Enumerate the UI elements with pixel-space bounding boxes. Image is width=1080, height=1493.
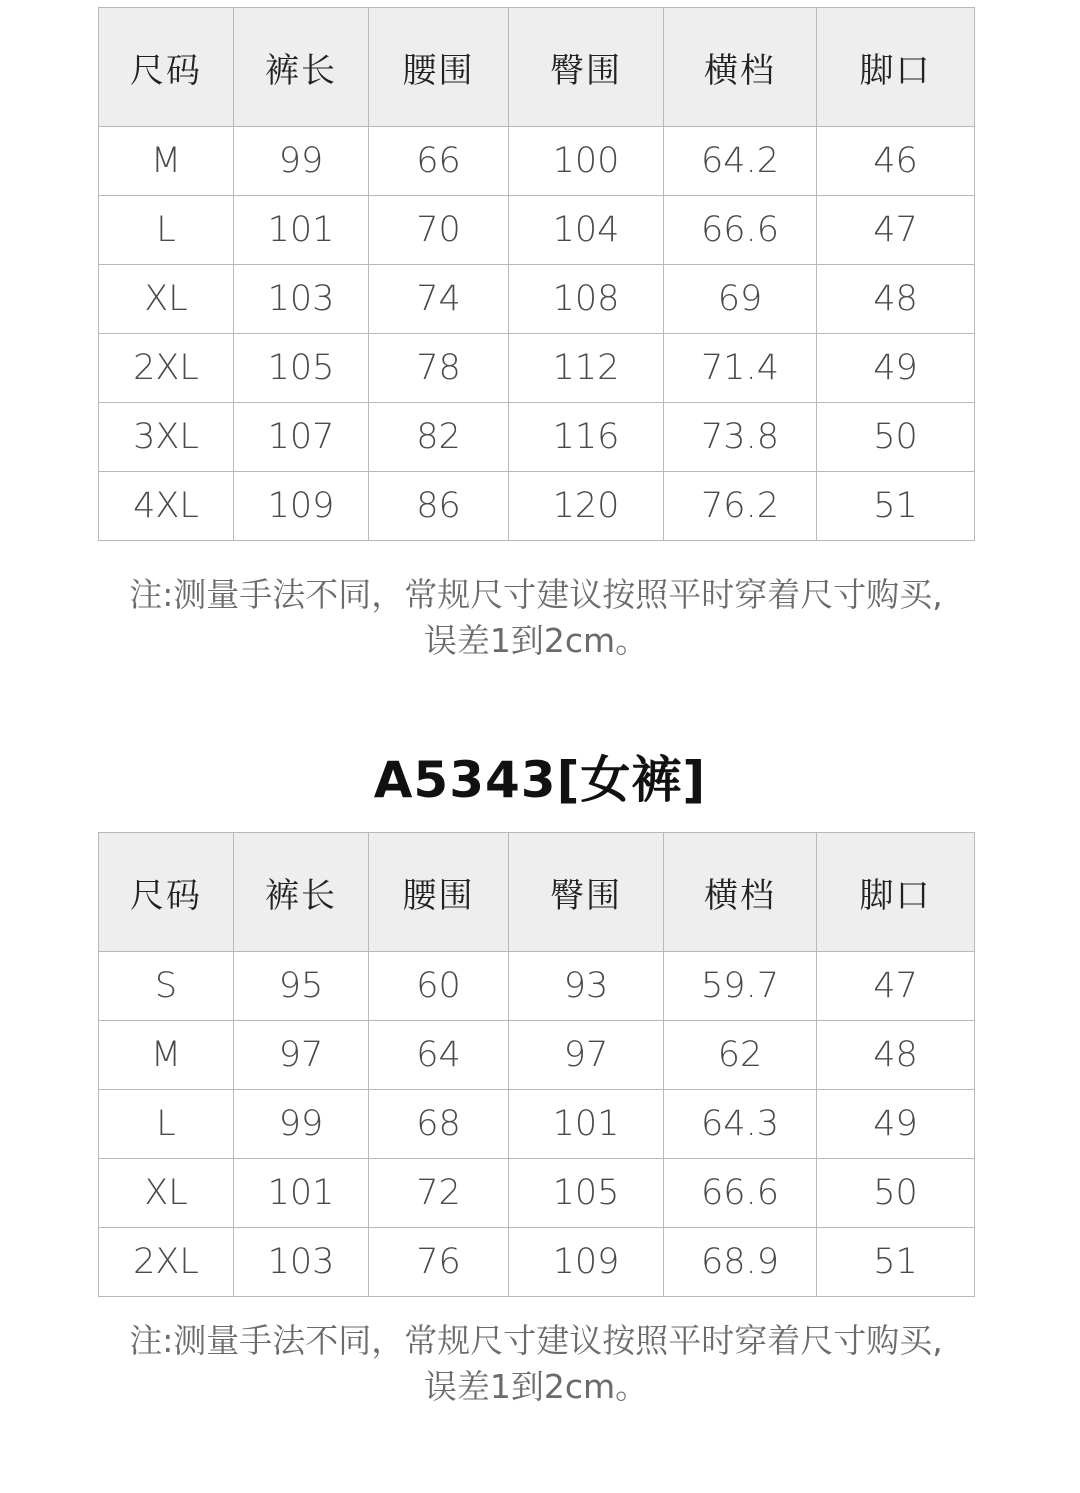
- table-cell: 2XL: [99, 1228, 234, 1297]
- table-cell: 86: [369, 472, 509, 541]
- table-cell: 50: [817, 1159, 975, 1228]
- table-cell: 109: [234, 472, 369, 541]
- table-cell: 3XL: [99, 403, 234, 472]
- table-cell: 68: [369, 1090, 509, 1159]
- table-cell: 78: [369, 334, 509, 403]
- table-cell: 76.2: [664, 472, 817, 541]
- table-cell: M: [99, 1021, 234, 1090]
- size-table-2: [98, 832, 975, 1297]
- table-cell: 99: [234, 1090, 369, 1159]
- table-cell: XL: [99, 265, 234, 334]
- table-cell: 95: [234, 952, 369, 1021]
- table-cell: 93: [509, 952, 664, 1021]
- table-cell: 64.2: [664, 127, 817, 196]
- table-cell: 72: [369, 1159, 509, 1228]
- column-header: 尺码: [99, 8, 234, 127]
- table-cell: 74: [369, 265, 509, 334]
- column-header: 横档: [664, 833, 817, 952]
- table-row: [99, 265, 975, 334]
- table-cell: 73.8: [664, 403, 817, 472]
- table-row: [99, 472, 975, 541]
- table-cell: 103: [234, 1228, 369, 1297]
- table-cell: 97: [234, 1021, 369, 1090]
- column-header: 脚口: [817, 833, 975, 952]
- table-cell: 47: [817, 952, 975, 1021]
- table-header-row: [99, 833, 975, 952]
- table-cell: 101: [234, 196, 369, 265]
- table-cell: 68.9: [664, 1228, 817, 1297]
- size-table-1: [98, 7, 975, 541]
- table-cell: 97: [509, 1021, 664, 1090]
- note-line-2: 误差1到2cm。: [423, 1367, 649, 1406]
- size-note: [98, 1318, 974, 1410]
- table-cell: 101: [234, 1159, 369, 1228]
- table-cell: 2XL: [99, 334, 234, 403]
- table-cell: 48: [817, 265, 975, 334]
- table-cell: 99: [234, 127, 369, 196]
- table-cell: 116: [509, 403, 664, 472]
- table-cell: 105: [234, 334, 369, 403]
- table-cell: 82: [369, 403, 509, 472]
- table-row: [99, 1090, 975, 1159]
- table-cell: 46: [817, 127, 975, 196]
- table-cell: 51: [817, 1228, 975, 1297]
- table-cell: 50: [817, 403, 975, 472]
- table-cell: 108: [509, 265, 664, 334]
- section-heading: A5343[女裤]: [373, 751, 707, 809]
- table-cell: L: [99, 196, 234, 265]
- table-cell: S: [99, 952, 234, 1021]
- table-cell: 47: [817, 196, 975, 265]
- column-header: 臀围: [509, 8, 664, 127]
- table-row: [99, 1228, 975, 1297]
- table-cell: 4XL: [99, 472, 234, 541]
- table-cell: 64.3: [664, 1090, 817, 1159]
- table-cell: 101: [509, 1090, 664, 1159]
- table-row: [99, 334, 975, 403]
- column-header: 裤长: [234, 833, 369, 952]
- table-cell: 100: [509, 127, 664, 196]
- table-cell: 76: [369, 1228, 509, 1297]
- table-header-row: [99, 8, 975, 127]
- table-cell: 103: [234, 265, 369, 334]
- table-cell: 49: [817, 1090, 975, 1159]
- table-cell: 59.7: [664, 952, 817, 1021]
- table-row: [99, 1159, 975, 1228]
- table-cell: 105: [509, 1159, 664, 1228]
- note-line-1: 注:测量手法不同，常规尺寸建议按照平时穿着尺寸购买,: [129, 575, 943, 614]
- table-cell: 69: [664, 265, 817, 334]
- table-row: [99, 196, 975, 265]
- table-cell: 66.6: [664, 1159, 817, 1228]
- table-cell: 60: [369, 952, 509, 1021]
- table-cell: 48: [817, 1021, 975, 1090]
- table-cell: 112: [509, 334, 664, 403]
- table-cell: L: [99, 1090, 234, 1159]
- table-row: [99, 127, 975, 196]
- table-cell: 107: [234, 403, 369, 472]
- table-row: [99, 403, 975, 472]
- note-line-1: 注:测量手法不同，常规尺寸建议按照平时穿着尺寸购买,: [129, 1321, 943, 1360]
- size-note: [98, 572, 974, 664]
- table-cell: 71.4: [664, 334, 817, 403]
- table-row: [99, 952, 975, 1021]
- table-cell: 64: [369, 1021, 509, 1090]
- column-header: 横档: [664, 8, 817, 127]
- column-header: 臀围: [509, 833, 664, 952]
- table-cell: 51: [817, 472, 975, 541]
- column-header: 脚口: [817, 8, 975, 127]
- column-header: 裤长: [234, 8, 369, 127]
- column-header: 腰围: [369, 833, 509, 952]
- table-cell: XL: [99, 1159, 234, 1228]
- table-cell: M: [99, 127, 234, 196]
- table-cell: 104: [509, 196, 664, 265]
- note-line-2: 误差1到2cm。: [423, 621, 649, 660]
- column-header: 尺码: [99, 833, 234, 952]
- table-cell: 66.6: [664, 196, 817, 265]
- column-header: 腰围: [369, 8, 509, 127]
- table-row: [99, 1021, 975, 1090]
- table-cell: 120: [509, 472, 664, 541]
- table-cell: 66: [369, 127, 509, 196]
- table-cell: 70: [369, 196, 509, 265]
- table-cell: 109: [509, 1228, 664, 1297]
- table-cell: 49: [817, 334, 975, 403]
- table-cell: 62: [664, 1021, 817, 1090]
